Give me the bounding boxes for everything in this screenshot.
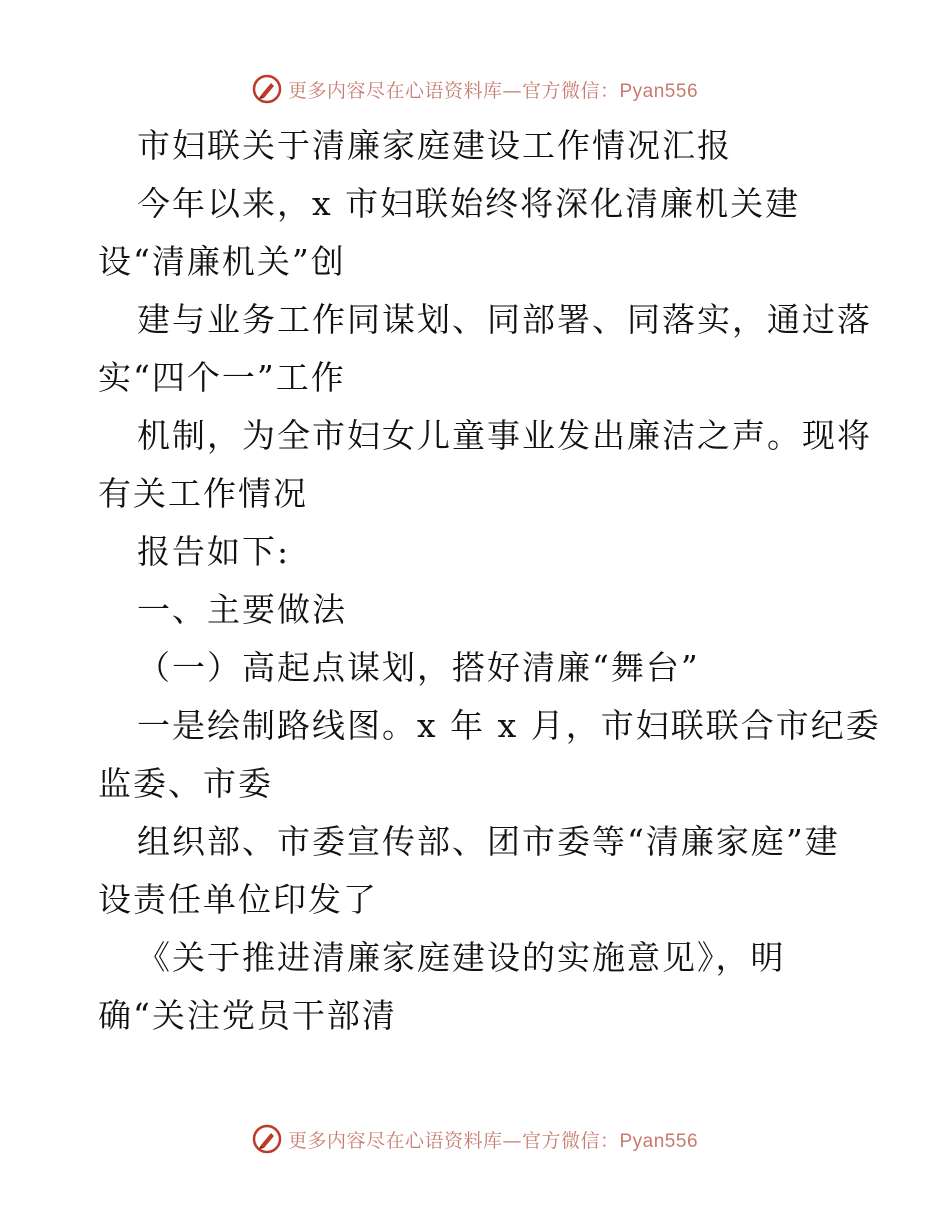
paragraph-line: 设责任单位印发了	[98, 880, 378, 919]
paragraph-line: 一是绘制路线图。x 年 x 月，市妇联联合市纪委	[137, 706, 881, 745]
header-watermark	[0, 72, 950, 106]
paragraph-line: 机制，为全市妇女儿童事业发出廉洁之声。现将	[137, 416, 872, 455]
paragraph-line: 实“四个一”工作	[98, 358, 346, 397]
watermark-text: 更多内容尽在心语资料库—官方微信：Pyan556	[287, 79, 699, 102]
paragraph-line: 今年以来，x 市妇联始终将深化清廉机关建	[137, 184, 801, 223]
paragraph-line: 监委、市委	[98, 764, 273, 803]
watermark-text: 更多内容尽在心语资料库—官方微信：Pyan556	[287, 1129, 699, 1152]
paragraph-line: 《关于推进清廉家庭建设的实施意见》，明	[137, 938, 786, 977]
paragraph-line: 有关工作情况	[98, 474, 308, 513]
pen-logo-icon	[252, 1124, 282, 1154]
paragraph-line: 报告如下:	[137, 532, 291, 571]
watermark-wechat-id: Pyan556	[619, 80, 699, 102]
subsection-heading: （一）高起点谋划，搭好清廉“舞台”	[137, 648, 700, 687]
section-heading: 一、主要做法	[137, 590, 347, 629]
paragraph-line: 设“清廉机关”创	[98, 242, 346, 281]
watermark-wechat-id: Pyan556	[619, 1130, 699, 1152]
paragraph-line: 确“关注党员干部清	[98, 996, 397, 1035]
document-title: 市妇联关于清廉家庭建设工作情况汇报	[137, 126, 732, 165]
paragraph-line: 组织部、市委宣传部、团市委等“清廉家庭”建	[137, 822, 840, 861]
footer-watermark	[0, 1122, 950, 1156]
paragraph-line: 建与业务工作同谋划、同部署、同落实，通过落	[137, 300, 872, 339]
pen-logo-icon	[252, 74, 282, 104]
